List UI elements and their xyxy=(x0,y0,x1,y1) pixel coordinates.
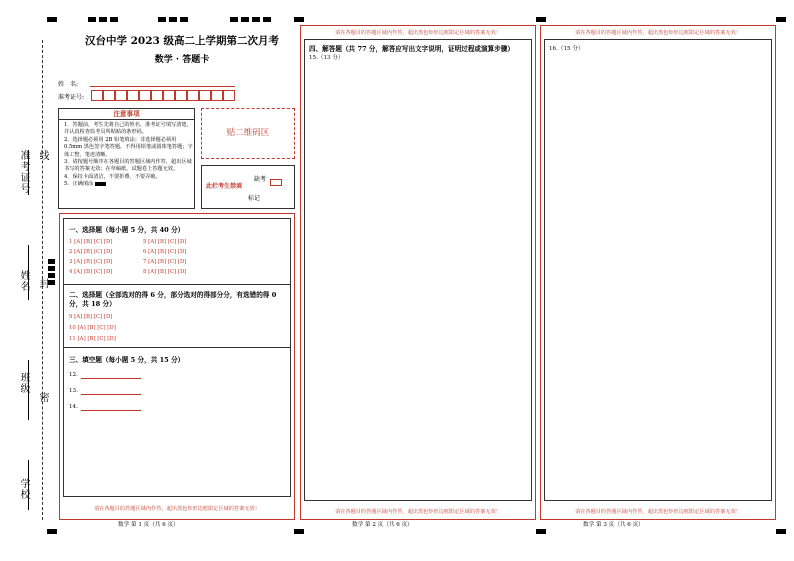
registration-mark xyxy=(294,17,304,22)
choice-q8[interactable]: 8 [A] [B] [C] [D] xyxy=(143,269,187,275)
registration-mark xyxy=(48,266,55,271)
name-field[interactable] xyxy=(90,86,235,87)
notice-item: 3．请按题号顺序在各题目的答题区域内作答，超出区域书写的答案无效；在草稿纸、试题卷上答题无效。 xyxy=(64,159,192,173)
fill-q12-label: 12. xyxy=(69,372,78,378)
barcode-label: 贴二维码区 xyxy=(226,128,270,138)
registration-mark xyxy=(536,529,546,534)
question-16-label: 16.（15 分） xyxy=(549,46,584,52)
registration-mark xyxy=(776,529,786,534)
footer-page3: 数学 第 3 页（共 6 页） xyxy=(583,522,644,528)
section1-title: 一、选择题（每小题 5 分，共 40 分） xyxy=(69,226,185,234)
filled-sample xyxy=(95,182,106,186)
registration-mark xyxy=(99,17,107,22)
registration-mark xyxy=(47,17,57,22)
warning-text-page3-top: 请在各题目的答题区域内作答，超出黑色矩形边框限定区域的答案无效！ xyxy=(574,30,741,36)
choice-q4[interactable]: 4 [A] [B] [C] [D] xyxy=(69,269,113,275)
choice-q1[interactable]: 1 [A] [B] [C] [D] xyxy=(69,239,113,245)
notice-item-5 xyxy=(64,181,194,188)
choice-q7[interactable]: 7 [A] [B] [C] [D] xyxy=(143,259,187,265)
registration-mark xyxy=(47,529,57,534)
exam-no-cell[interactable] xyxy=(175,90,187,101)
registration-mark xyxy=(180,17,188,22)
registration-mark xyxy=(230,17,238,22)
fill-q14-line[interactable] xyxy=(81,410,141,411)
side-label-seal: 封 xyxy=(37,278,48,289)
side-label-line: 线 xyxy=(37,150,48,161)
side-underline xyxy=(28,460,29,510)
registration-mark xyxy=(294,529,304,534)
answer-frame-page3 xyxy=(544,39,772,501)
side-underline xyxy=(28,245,29,300)
exam-no-cell[interactable] xyxy=(223,90,235,101)
section-divider xyxy=(63,284,291,285)
notice-item-5-label: 5．正确填涂 xyxy=(64,181,94,188)
absent-mark: 标记 xyxy=(248,195,261,202)
footer-page1: 数学 第 1 页（共 6 页） xyxy=(118,522,179,528)
section-divider xyxy=(63,347,291,348)
section3-title: 三、填空题（每小题 5 分，共 15 分） xyxy=(69,356,185,364)
warning-text-page1-bottom: 请在各题目的答题区域内作答，超出黑色矩形边框限定区域的答案无效！ xyxy=(93,506,260,512)
choice-q5[interactable]: 5 [A] [B] [C] [D] xyxy=(143,239,187,245)
registration-mark xyxy=(110,17,118,22)
registration-mark xyxy=(536,17,546,22)
notice-title: 注意事项 xyxy=(59,109,194,120)
answer-frame-page2 xyxy=(304,39,532,501)
exam-no-label: 准考证号: xyxy=(58,94,85,101)
registration-mark xyxy=(776,17,786,22)
fill-q14-label: 14. xyxy=(69,404,78,410)
fill-q13-label: 13. xyxy=(69,388,78,394)
side-label-secret: 密 xyxy=(37,392,48,403)
barcode-area xyxy=(201,108,295,159)
side-label-school: 学校 xyxy=(18,478,29,500)
absent-checkbox[interactable] xyxy=(270,179,282,186)
exam-no-cell[interactable] xyxy=(151,90,163,101)
question-15-label: 15.（13 分） xyxy=(309,55,344,61)
warning-text-page2-bottom: 请在各题目的答题区域内作答，超出黑色矩形边框限定区域的答案无效！ xyxy=(334,509,501,515)
choice-q2[interactable]: 2 [A] [B] [C] [D] xyxy=(69,249,113,255)
choice-q11[interactable]: 11 [A] [B] [C] [D] xyxy=(69,336,116,342)
notice-content xyxy=(64,122,194,189)
section2-title-line2: 分，共 18 分） xyxy=(69,300,116,308)
exam-no-cell[interactable] xyxy=(91,90,103,101)
registration-mark xyxy=(48,259,55,264)
absent-kao: 缺考 xyxy=(254,176,267,183)
exam-no-cell[interactable] xyxy=(103,90,115,101)
side-label-name: 姓名 xyxy=(18,270,29,292)
side-label-class: 班级 xyxy=(18,372,29,394)
exam-no-cell[interactable] xyxy=(187,90,199,101)
section4-title: 四、解答题（共 77 分，解答应写出文字说明，证明过程或演算步骤） xyxy=(309,45,514,53)
warning-text-page3-bottom: 请在各题目的答题区域内作答，超出黑色矩形边框限定区域的答案无效！ xyxy=(574,509,741,515)
choice-q10[interactable]: 10 [A] [B] [C] [D] xyxy=(69,325,116,331)
exam-no-cell[interactable] xyxy=(127,90,139,101)
choice-q6[interactable]: 6 [A] [B] [C] [D] xyxy=(143,249,187,255)
exam-no-cell[interactable] xyxy=(211,90,223,101)
registration-mark xyxy=(263,17,271,22)
absent-box xyxy=(201,165,295,209)
exam-no-cell[interactable] xyxy=(163,90,175,101)
footer-page2: 数学 第 2 页（共 6 页） xyxy=(352,522,413,528)
registration-mark xyxy=(88,17,96,22)
notice-item: 1．答题前，考生先将自己的姓名、准考证号填写清楚，并认真检查监考员所粘贴的条形码。 xyxy=(64,122,192,136)
exam-no-cell[interactable] xyxy=(139,90,151,101)
choice-q9[interactable]: 9 [A] [B] [C] [D] xyxy=(69,314,113,320)
registration-mark xyxy=(169,17,177,22)
notice-box xyxy=(58,108,195,209)
name-label: 姓 名: xyxy=(58,81,79,88)
choice-q3[interactable]: 3 [A] [B] [C] [D] xyxy=(69,259,113,265)
absent-label: 此栏考生禁填 xyxy=(206,183,243,190)
page-title: 汉台中学 2023 级高二上学期第二次月考 xyxy=(84,35,280,47)
registration-mark xyxy=(241,17,249,22)
side-underline xyxy=(28,150,29,195)
exam-no-cell[interactable] xyxy=(199,90,211,101)
notice-item: 2．选择题必须用 2B 铅笔填涂；非选择题必须用 0.5mm 黑色签字笔答题，不得用铅笔或圆珠笔答题；字体工整、笔迹清晰。 xyxy=(64,136,193,158)
registration-mark xyxy=(158,17,166,22)
page-subtitle: 数学 · 答题卡 xyxy=(154,55,210,65)
notice-item: 4．保持卡面清洁，不要折叠、不要弄破。 xyxy=(64,173,161,180)
side-label-exam-no: 准考证号 xyxy=(18,150,29,194)
fill-q12-line[interactable] xyxy=(81,378,141,379)
section2-title-line1: 二、选择题（全部选对的得 6 分，部分选对的得部分分，有选错的得 0 xyxy=(69,291,277,299)
registration-mark xyxy=(252,17,260,22)
fill-q13-line[interactable] xyxy=(81,394,141,395)
exam-no-cell[interactable] xyxy=(115,90,127,101)
warning-text-page2-top: 请在各题目的答题区域内作答，超出黑色矩形边框限定区域的答案无效！ xyxy=(334,30,501,36)
side-underline xyxy=(28,360,29,420)
